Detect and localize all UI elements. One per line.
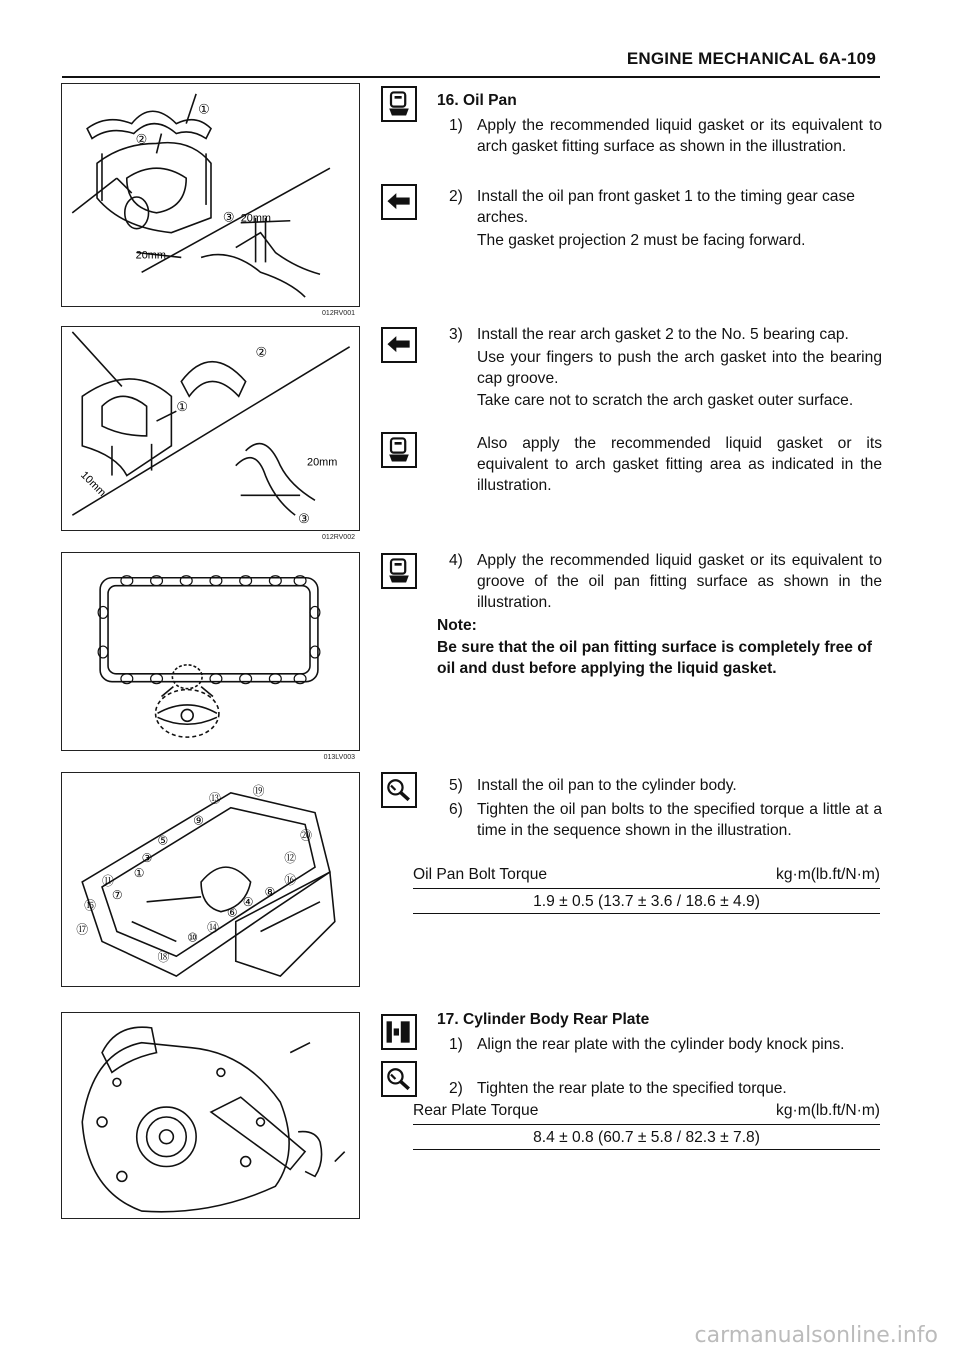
step-16-3-text: Install the rear arch gasket 2 to the No. 5 bearing cap. [477,326,849,343]
figure-rear-plate-torque [61,1012,360,1219]
bolt-number: ⑫ [284,851,297,866]
figure-1-dim-b: 20mm [135,249,166,262]
rear-plate-torque-illustration [62,1013,359,1218]
bolt-number: ③ [141,851,153,866]
bolt-number: ① [133,866,145,881]
rear-arch-gasket-illustration [62,327,359,530]
figure-code: 012RV001 [322,310,355,317]
bolt-number: ⑤ [157,833,169,848]
section-16-title: 16. Oil Pan [437,92,517,109]
torque-label: Oil Pan Bolt Torque [413,866,548,883]
bolt-number: ⑪ [102,873,114,888]
torque-table-header [413,866,880,889]
figure-code: 013LV003 [323,754,355,761]
bolt-number: ⑧ [264,884,276,899]
torque-value: 1.9 ± 0.5 (13.7 ± 3.6 / 18.6 ± 4.9) [413,890,880,914]
step-16-4-text: Apply the recommended liquid gasket or its equivalent to groove of the oil pan fitting surface as shown in the illustration. [477,552,882,611]
figure-oil-pan-bolt-sequence [61,772,360,987]
arrow-left-icon [381,327,417,363]
step-number: 2) [449,1080,463,1097]
figure-code: 012RV002 [322,534,355,541]
figure-arch-gasket-front [61,83,360,317]
torque-wrench-icon [381,1061,417,1097]
torque-table-header [413,1102,880,1125]
step-16-2-text: Install the oil pan front gasket 1 to the timing gear case arches. [477,188,855,226]
figure-arch-gasket-rear [61,326,360,541]
torque-label: Rear Plate Torque [413,1102,539,1119]
step-number: 5) [449,777,463,794]
step-16-6-text: Tighten the oil pan bolts to the specified torque a little at a time in the sequence shown in the illustration. [477,801,882,839]
bolt-number: ⑥ [226,905,238,920]
front-arch-gasket-illustration [62,84,359,306]
liquid-gasket-icon [381,553,417,589]
arrow-left-icon [381,184,417,220]
oil-pan-bolt-sequence-illustration [62,773,359,986]
oil-pan-groove-illustration [62,553,359,750]
figure-2-dim-a: 20mm [307,456,338,469]
note-text: Be sure that the oil pan fitting surface is completely free of oil and dust before applying the liquid gasket. [437,639,872,677]
bolt-number: ④ [242,894,254,909]
bolt-number: ⑭ [207,920,219,935]
bolt-number: ⑩ [187,930,198,945]
step-16-3-detail-2: Take care not to scratch the arch gasket outer surface. [477,392,854,409]
bolt-number: ⑲ [252,783,265,798]
step-17-1-text: Align the rear plate with the cylinder body knock pins. [477,1036,845,1053]
bolt-number: ⑱ [157,950,170,965]
section-17-title: 17. Cylinder Body Rear Plate [437,1011,650,1028]
torque-wrench-icon [381,772,417,808]
liquid-gasket-icon [381,86,417,122]
bolt-number: ⑰ [76,922,89,937]
bolt-number: ⑬ [209,791,221,806]
figure-1-callout-2: ② [135,131,148,147]
bolt-number: ⑦ [111,887,123,902]
figure-1-callout-3: ③ [222,209,235,225]
step-16-1-text: Apply the recommended liquid gasket or its equivalent to arch gasket fitting surface as shown in the illustration. [477,117,882,155]
step-number: 3) [449,326,463,343]
step-16-3-detail-1: Use your fingers to push the arch gasket into the bearing cap groove. [477,349,882,387]
figure-oil-pan-gasket-groove [61,552,360,761]
bolt-number: ⑨ [193,813,204,828]
step-16-3-detail-3: Also apply the recommended liquid gasket or its equivalent to arch gasket fitting area as indicated in the illustration. [477,435,882,494]
figure-2-callout-3: ③ [298,511,310,527]
torque-value: 8.4 ± 0.8 (60.7 ± 5.8 / 82.3 ± 7.8) [413,1126,880,1150]
figure-1-callout-1: ① [198,101,210,117]
page-title: ENGINE MECHANICAL 6A-109 [626,49,876,68]
step-16-2-note: The gasket projection 2 must be facing forward. [477,232,806,249]
align-icon [381,1014,417,1050]
torque-unit: kg·m(lb.ft/N·m) [776,866,880,883]
figure-1-dim-a: 20mm [240,212,271,225]
step-number: 1) [449,1036,463,1053]
step-16-5-text: Install the oil pan to the cylinder body. [477,777,737,794]
step-number: 6) [449,801,463,818]
torque-unit: kg·m(lb.ft/N·m) [776,1102,880,1119]
watermark: carmanualsonline.info [694,1323,938,1348]
step-number: 2) [449,188,463,205]
step-number: 4) [449,552,463,569]
note-label: Note: [437,617,477,634]
bolt-number: ⑮ [84,898,97,913]
header-divider [62,76,880,78]
figure-2-dim-b: 10mm [78,469,109,500]
step-17-2-text: Tighten the rear plate to the specified torque. [477,1080,787,1097]
liquid-gasket-icon [381,432,417,468]
bolt-number: ⑳ [300,828,313,843]
figure-2-callout-2: ② [255,344,268,360]
step-number: 1) [449,117,463,134]
bolt-number: ⑯ [284,872,297,887]
figure-2-callout-1: ① [176,399,188,415]
